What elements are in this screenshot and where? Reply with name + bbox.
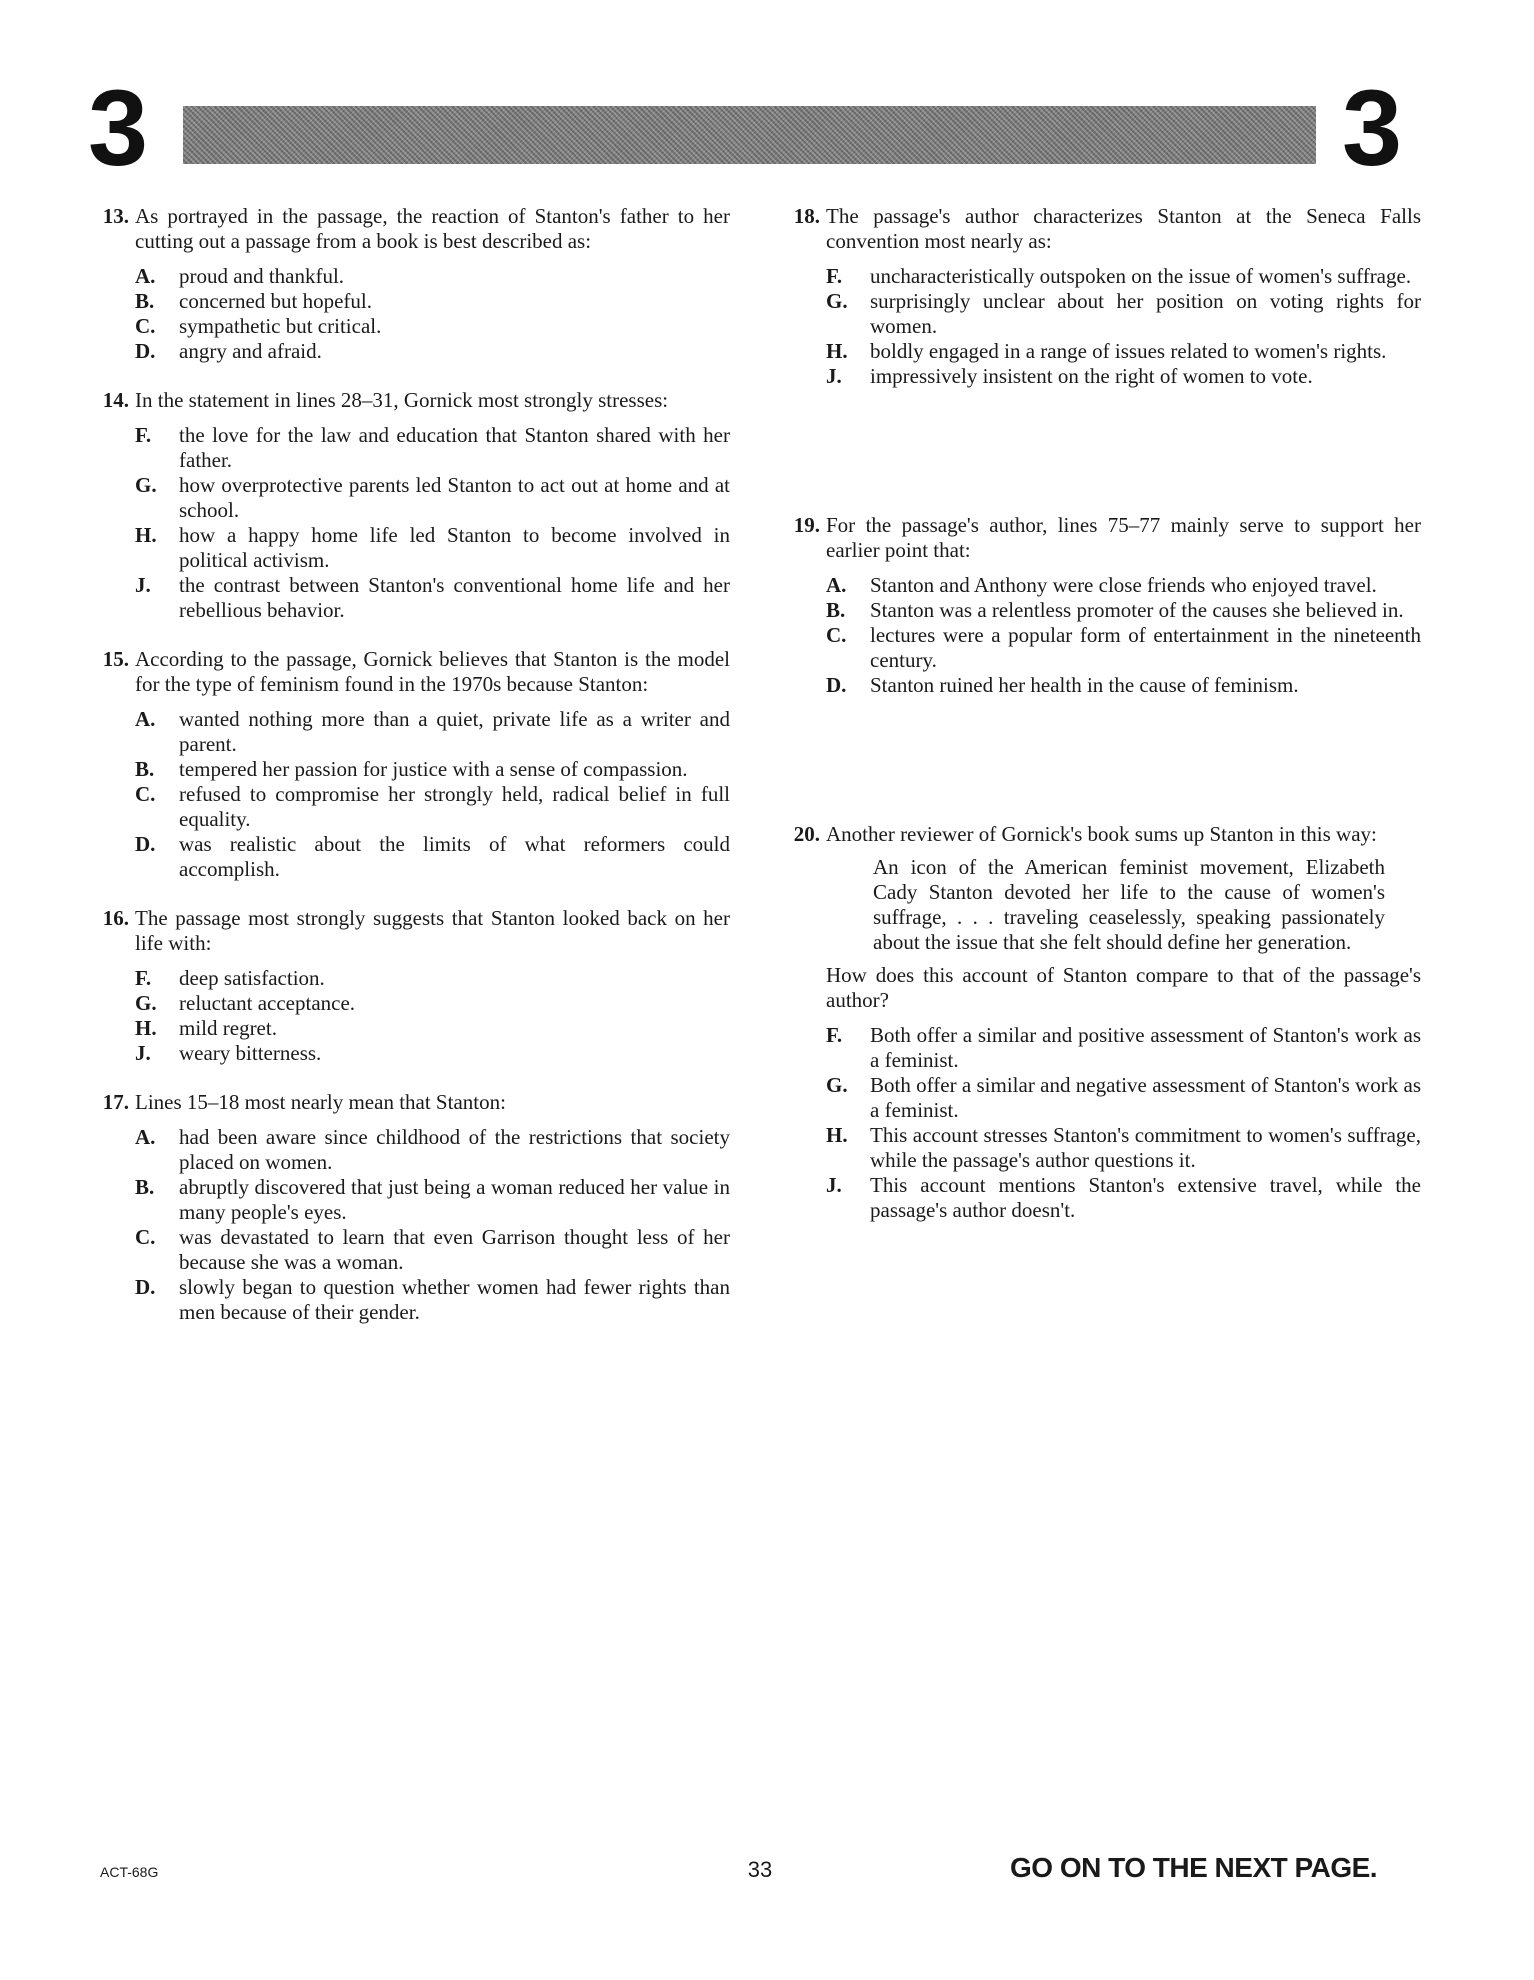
question-number: 19. (793, 513, 820, 537)
option-letter: B. (135, 757, 155, 781)
blank-space (775, 413, 1421, 513)
option-letter: D. (135, 339, 156, 363)
option-text: reluctant acceptance. (179, 991, 356, 1015)
option-letter: F. (826, 264, 843, 288)
question-stem: Lines 15–18 most nearly mean that Stanton: (135, 1090, 506, 1114)
answer-options (135, 423, 730, 623)
option-letter: H. (135, 1016, 157, 1040)
answer-option[interactable] (826, 339, 1421, 364)
reviewer-quote: An icon of the American feminist movement, Elizabeth Cady Stanton devoted her life to the cause of women's suffrage, . . . traveling ceaselessly, speaking passionately about the issue that she felt should define her generation. (873, 855, 1385, 954)
answer-option[interactable] (826, 673, 1421, 698)
option-text: the contrast between Stanton's conventional home life and her rebellious behavior. (179, 573, 730, 622)
option-text: had been aware since childhood of the restrictions that society placed on women. (179, 1125, 730, 1174)
option-text: weary bitterness. (179, 1041, 322, 1065)
question-number: 13. (102, 204, 129, 228)
form-code: ACT-68G (100, 1864, 159, 1880)
option-letter: C. (135, 782, 156, 806)
answer-option[interactable] (826, 1123, 1421, 1173)
option-text: impressively insistent on the right of women to vote. (870, 364, 1313, 388)
option-text: how overprotective parents led Stanton to act out at home and at school. (179, 473, 730, 522)
question-stem: In the statement in lines 28–31, Gornick most strongly stresses: (135, 388, 669, 412)
question-number: 16. (102, 906, 129, 930)
question-19 (775, 513, 1421, 698)
option-text: boldly engaged in a range of issues related to women's rights. (870, 339, 1387, 363)
option-letter: G. (826, 1073, 848, 1097)
answer-options (135, 1125, 730, 1325)
option-letter: F. (135, 966, 152, 990)
answer-option[interactable] (135, 1275, 730, 1325)
answer-option[interactable] (135, 573, 730, 623)
option-letter: B. (135, 1175, 155, 1199)
option-letter: J. (826, 1173, 842, 1197)
question-stem: Another reviewer of Gornick's book sums up Stanton in this way: (826, 822, 1377, 846)
answer-options (826, 264, 1421, 389)
option-text: Stanton and Anthony were close friends who enjoyed travel. (870, 573, 1377, 597)
answer-options (135, 966, 730, 1066)
section-number-left: 3 (88, 67, 149, 188)
option-letter: D. (135, 1275, 156, 1299)
answer-option[interactable] (135, 1041, 730, 1066)
option-letter: G. (826, 289, 848, 313)
option-text: wanted nothing more than a quiet, private life as a writer and parent. (179, 707, 730, 756)
option-letter: H. (826, 339, 848, 363)
option-letter: C. (826, 623, 847, 647)
option-letter: H. (826, 1123, 848, 1147)
question-number: 15. (102, 647, 129, 671)
option-text: was devastated to learn that even Garrison thought less of her because she was a woman. (179, 1225, 730, 1274)
option-text: was realistic about the limits of what reformers could accomplish. (179, 832, 730, 881)
left-column (84, 204, 730, 1349)
answer-option[interactable] (135, 339, 730, 364)
answer-option[interactable] (826, 623, 1421, 673)
question-20 (775, 822, 1421, 1223)
option-letter: F. (135, 423, 152, 447)
answer-option[interactable] (135, 523, 730, 573)
option-letter: D. (135, 832, 156, 856)
answer-option[interactable] (826, 573, 1421, 598)
option-text: Stanton ruined her health in the cause of feminism. (870, 673, 1299, 697)
answer-option[interactable] (826, 1173, 1421, 1223)
option-letter: A. (135, 707, 156, 731)
option-letter: J. (135, 573, 151, 597)
question-14 (84, 388, 730, 623)
next-page-instruction: GO ON TO THE NEXT PAGE. (1010, 1852, 1378, 1883)
option-text: tempered her passion for justice with a sense of compassion. (179, 757, 688, 781)
answer-option[interactable] (135, 707, 730, 757)
option-text: proud and thankful. (179, 264, 345, 288)
question-stem: As portrayed in the passage, the reaction of Stanton's father to her cutting out a passage from a book is best described as: (135, 204, 730, 253)
option-letter: J. (826, 364, 842, 388)
option-text: sympathetic but critical. (179, 314, 382, 338)
option-text: mild regret. (179, 1016, 277, 1040)
answer-option[interactable] (135, 1125, 730, 1175)
option-text: concerned but hopeful. (179, 289, 373, 313)
question-15 (84, 647, 730, 882)
option-letter: D. (826, 673, 847, 697)
answer-option[interactable] (135, 289, 730, 314)
answer-option[interactable] (135, 757, 730, 782)
option-text: refused to compromise her strongly held, radical belief in full equality. (179, 782, 730, 831)
option-text: slowly began to question whether women had fewer rights than men because of their gender. (179, 1275, 730, 1324)
option-text: how a happy home life led Stanton to become involved in political activism. (179, 523, 730, 572)
option-text: the love for the law and education that Stanton shared with her father. (179, 423, 730, 472)
option-letter: F. (826, 1023, 843, 1047)
option-text: deep satisfaction. (179, 966, 325, 990)
option-text: This account stresses Stanton's commitment to women's suffrage, while the passage's author questions it. (870, 1123, 1421, 1172)
answer-option[interactable] (135, 264, 730, 289)
answer-option[interactable] (826, 1073, 1421, 1123)
option-text: Both offer a similar and negative assessment of Stanton's work as a feminist. (870, 1073, 1421, 1122)
question-followup: How does this account of Stanton compare to that of the passage's author? (826, 963, 1421, 1012)
answer-option[interactable] (826, 1023, 1421, 1073)
answer-options (826, 1023, 1421, 1223)
answer-options (135, 707, 730, 882)
question-number: 18. (793, 204, 820, 228)
option-letter: A. (135, 264, 156, 288)
answer-options (826, 573, 1421, 698)
answer-option[interactable] (135, 782, 730, 832)
option-letter: G. (135, 473, 157, 497)
option-text: lectures were a popular form of entertainment in the nineteenth century. (870, 623, 1421, 672)
option-letter: H. (135, 523, 157, 547)
answer-option[interactable] (826, 364, 1421, 389)
answer-option[interactable] (135, 1016, 730, 1041)
answer-option[interactable] (135, 966, 730, 991)
option-letter: A. (826, 573, 847, 597)
option-text: uncharacteristically outspoken on the issue of women's suffrage. (870, 264, 1412, 288)
question-stem: According to the passage, Gornick believes that Stanton is the model for the type of feminism found in the 1970s because Stanton: (135, 647, 730, 696)
answer-option[interactable] (135, 991, 730, 1016)
question-number: 14. (102, 388, 129, 412)
option-letter: B. (135, 289, 155, 313)
question-13 (84, 204, 730, 364)
option-text: angry and afraid. (179, 339, 322, 363)
question-stem: For the passage's author, lines 75–77 mainly serve to support her earlier point that: (826, 513, 1421, 562)
answer-option[interactable] (135, 832, 730, 882)
option-text: Both offer a similar and positive assessment of Stanton's work as a feminist. (870, 1023, 1421, 1072)
answer-option[interactable] (826, 598, 1421, 623)
answer-option[interactable] (135, 1225, 730, 1275)
option-text: abruptly discovered that just being a woman reduced her value in many people's eyes. (179, 1175, 730, 1224)
page-number: 33 (747, 1857, 773, 1882)
answer-option[interactable] (135, 314, 730, 339)
question-stem: The passage's author characterizes Stanton at the Seneca Falls convention most nearly as: (826, 204, 1421, 253)
right-column (775, 204, 1421, 1247)
question-number: 17. (102, 1090, 129, 1114)
section-number-right: 3 (1342, 67, 1403, 188)
question-number: 20. (793, 822, 820, 846)
answer-option[interactable] (135, 423, 730, 473)
option-letter: J. (135, 1041, 151, 1065)
answer-option[interactable] (826, 289, 1421, 339)
option-text: This account mentions Stanton's extensive travel, while the passage's author doesn't. (870, 1173, 1421, 1222)
question-17 (84, 1090, 730, 1325)
section-header-bar (183, 106, 1316, 164)
blank-space (775, 722, 1421, 822)
answer-option[interactable] (135, 473, 730, 523)
question-18 (775, 204, 1421, 389)
answer-option[interactable] (826, 264, 1421, 289)
option-letter: C. (135, 314, 156, 338)
answer-options (135, 264, 730, 364)
option-text: Stanton was a relentless promoter of the causes she believed in. (870, 598, 1404, 622)
answer-option[interactable] (135, 1175, 730, 1225)
option-letter: A. (135, 1125, 156, 1149)
option-text: surprisingly unclear about her position on voting rights for women. (870, 289, 1421, 338)
question-16 (84, 906, 730, 1066)
question-stem: The passage most strongly suggests that Stanton looked back on her life with: (135, 906, 730, 955)
option-letter: C. (135, 1225, 156, 1249)
option-letter: B. (826, 598, 846, 622)
option-letter: G. (135, 991, 157, 1015)
